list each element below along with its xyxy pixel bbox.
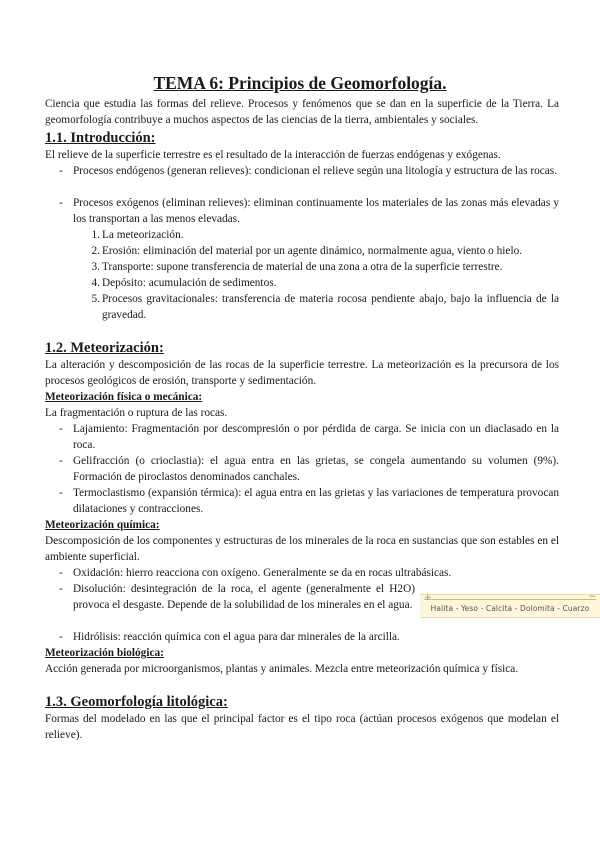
solubility-scale-image [420,594,600,618]
bullet-procesos-exogenos: Procesos exógenos (eliminan relieves): eliminan continuamente los materiales de las zonas más elevadas y los transportan a las menos elevadas. [73,197,559,225]
list-number: 3. [91,261,100,273]
subheading-meteorizacion-biologica: Meteorización biológica: [45,647,164,659]
scale-plus-sign: + [424,593,432,603]
subheading-meteorizacion-quimica: Meteorización química: [45,519,160,531]
bullet-termoclastismo: Termoclastismo (expansión térmica): el agua entra en las grietas y las variaciones de temperatura provocan dilataciones y contracciones. [73,487,559,515]
bullet-marker: - [59,455,63,467]
bullet-lajamiento: Lajamiento: Fragmentación por descompresión o por pérdida de carga. Se inicia con un diaclasado en la roca. [73,423,559,451]
bullet-gelifraccion: Gelifracción (o crioclastia): el agua entra en las grietas, se congela aumentando su volumen (9%). Formación de piroclastos denominados canchales. [73,455,559,483]
fisica-paragraph: La fragmentación o ruptura de las rocas. [45,407,228,419]
section-heading-geomorfologia-litologica: 1.3. Geomorfología litológica: [45,694,228,710]
list-item-meteorizacion: La meteorización. [102,229,184,241]
list-number: 2. [91,245,100,257]
introduccion-paragraph: El relieve de la superficie terrestre es el resultado de la interacción de fuerzas endógenas y exógenas. [45,149,501,161]
list-number: 4. [91,277,100,289]
bullet-marker: - [59,567,63,579]
scale-minus-sign: − [588,592,596,602]
page-title: TEMA 6: Principios de Geomorfología. [153,73,447,93]
scale-minerals-text: Halita - Yeso - Calcita - Dolomita - Cuarzo [430,604,590,613]
bullet-hidrolisis: Hidrólisis: reacción química con el agua para dar minerales de la arcilla. [73,631,400,643]
bullet-marker: - [59,197,63,209]
litologica-paragraph: Formas del modelado en las que el principal factor es el tipo roca (actúan procesos exógenos que modelan el relieve). [45,713,559,741]
quimica-paragraph: Descomposición de los componentes y estructuras de los minerales de la roca en sustancias que son estables en el ambiente superficial. [45,535,559,563]
bullet-marker: - [59,487,63,499]
bullet-oxidacion: Oxidación: hierro reacciona con oxígeno. Generalmente se da en rocas ultrabásicas. [73,567,452,579]
bullet-marker: - [59,165,63,177]
bullet-disolucion: Disolución: desintegración de la roca, el agente (generalmente el H2O) provoca el desgaste. Depende de la solubilidad de los minerales en el agua. [73,583,415,611]
bullet-procesos-endogenos: Procesos endógenos (generan relieves): condicionan el relieve según una litología y estructura de las rocas. [73,165,558,177]
list-item-deposito: Depósito: acumulación de sedimentos. [102,277,277,289]
bullet-marker: - [59,583,63,595]
bullet-marker: - [59,423,63,435]
biologica-paragraph: Acción generada por microorganismos, plantas y animales. Mezcla entre meteorización química y física. [45,663,519,675]
list-item-procesos-gravitacionales: Procesos gravitacionales: transferencia de materia rocosa pendiente abajo, bajo la influencia de la gravedad. [102,293,559,321]
list-item-erosion: Erosión: eliminación del material por un agente dinámico, normalmente agua, viento o hielo. [102,245,523,257]
list-number: 5. [91,293,100,305]
section-heading-introduccion: 1.1. Introducción: [45,130,156,146]
list-item-transporte: Transporte: supone transferencia de material de una zona a otra de la superficie terrestre. [102,261,503,273]
scale-line [424,599,596,600]
bullet-marker: - [59,631,63,643]
intro-paragraph: Ciencia que estudia las formas del relieve. Procesos y fenómenos que se dan en la superficie de la Tierra. La geomorfología contribuye a muchos aspectos de las ciencias de la tierra, ambientales y sociales. [45,98,559,126]
subheading-meteorizacion-fisica: Meteorización física o mecánica: [45,391,203,403]
section-heading-meteorizacion: 1.2. Meteorización: [45,340,164,356]
list-number: 1. [91,229,100,241]
meteorizacion-paragraph: La alteración y descomposición de las rocas de la superficie terrestre. La meteorización es la precursora de los procesos geológicos de erosión, transporte y sedimentación. [45,359,559,387]
